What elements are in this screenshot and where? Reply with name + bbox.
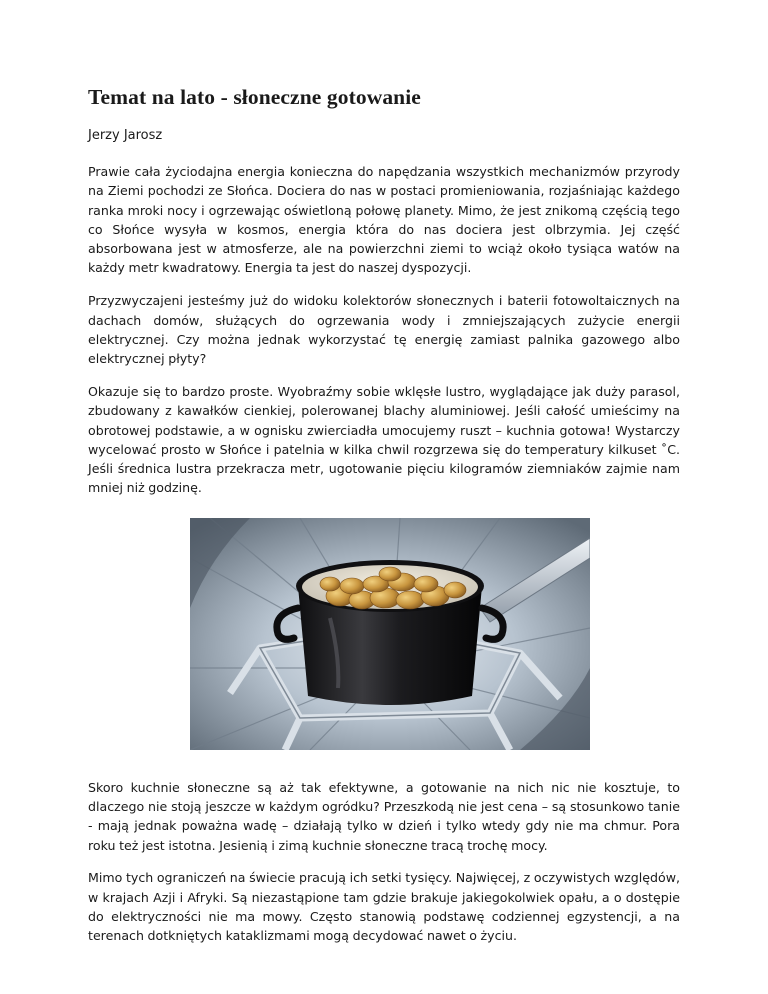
author-name: Jerzy Jarosz — [88, 128, 163, 143]
document-title: Temat na lato - słoneczne gotowanie — [88, 85, 421, 109]
document-page — [88, 84, 680, 959]
paragraph-4: Skoro kuchnie słoneczne są aż tak efektywne, a gotowanie na nich nic nie kosztuje, to dlaczego nie stoją jeszcze w każdym ogródku? Przeszkodą nie jest cena – są stosunkowo tanie - mają jednak poważna wadę – działają tylko w dzień i tylko wtedy gdy nie ma chmur. Pora roku też jest istotna. Jesienią i zimą kuchnie słoneczne tracą trochę mocy. — [88, 779, 680, 853]
paragraph-1: Prawie cała życiodajna energia konieczna do napędzania wszystkich mechanizmów przyrody na Ziemi pochodzi ze Słońca. Dociera do nas w postaci promieniowania, rozjaśniając każdego ranka mroki nocy i ogrzewając oświetloną połowę planety. Mimo, że jest znikomą częścią tego co Słońce wysyła w kosmos, energia która do nas dociera jest olbrzymia. Jej część absorbowana jest w atmosferze, ale na powierzchni ziemi to wciąż około tysiąca watów na każdy metr kwadratowy. Energia ta jest do naszej dyspozycji. — [88, 164, 680, 276]
paragraph-2: Przyzwyczajeni jesteśmy już do widoku kolektorów słonecznych i baterii fotowoltaicznych na dachach domów, służących do ogrzewania wody i zmniejszających zużycie energii elektrycznej. Czy można jednak wykorzystać tę energię zamiast palnika gazowego albo elektrycznej płyty? — [88, 293, 680, 367]
solar-cooker-photo — [190, 518, 590, 750]
paragraph-5: Mimo tych ograniczeń na świecie pracują ich setki tysięcy. Najwięcej, z oczywistych względów, w krajach Azji i Afryki. Są niezastąpione tam gdzie brakuje jakiegokolwiek opału, a o dostępie do elektryczności nie ma mowy. Często stanowią podstawę codziennej egzystencji, a na terenach dotkniętych kataklizmami mogą decydować nawet o życiu. — [88, 870, 680, 944]
paragraph-3: Okazuje się to bardzo proste. Wyobraźmy sobie wklęsłe lustro, wyglądające jak duży parasol, zbudowany z kawałków cienkiej, polerowanej blachy aluminiowej. Jeśli całość umieścimy na obrotowej podstawie, a w ognisku zwierciadła umocujemy ruszt – kuchnia gotowa! Wystarczy wycelować prosto w Słońce i patelnia w kilka chwil rozgrzewa się do temperatury kilkuset ˚C. Jeśli średnica lustra przekracza metr, ugotowanie pięciu kilogramów ziemniaków zajmie nam mniej niż godzinę. — [88, 383, 680, 496]
